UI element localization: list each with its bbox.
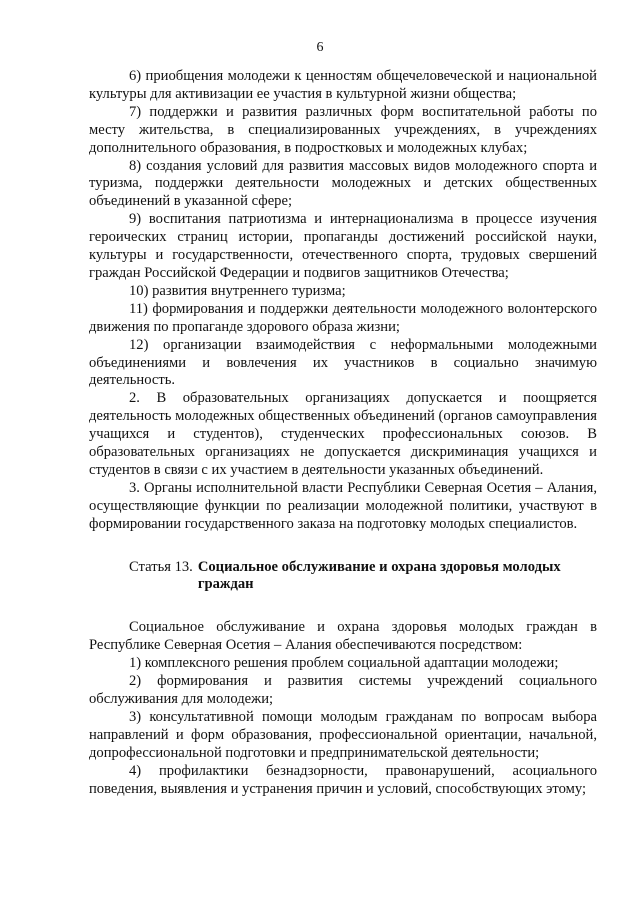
list-item: 2) формирования и развития системы учреждений социального обслуживания для молодежи; (89, 673, 597, 707)
list-item: 10) развития внутреннего туризма; (129, 282, 346, 299)
article-label: Статья 13. (129, 558, 193, 575)
list-item: 6) приобщения молодежи к ценностям общечеловеческой и национальной культуры для активизации ее участия в культурной жизни общества; (89, 68, 597, 102)
paragraph: 2. В образовательных организациях допускается и поощряется деятельность молодежных общественных объединений (органов самоуправления учащихся и студентов), студенческих профессиональных союзов. В образовательных организациях не допускается дискриминация учащихся и студентов в связи с их участием в деятельности указанных объединений. (89, 390, 597, 478)
list-item: 3) консультативной помощи молодым гражданам по вопросам выбора направлений и форм образования, профессиональной ориентации, начальной, допрофессиональной подготовки и предпринимательской деятельности; (89, 708, 597, 761)
list-item: 4) профилактики безнадзорности, правонарушений, асоциального поведения, выявления и устранения причин и условий, способствующих этому; (89, 762, 597, 797)
list-item: 11) формирования и поддержки деятельности молодежного волонтерского движения по пропаганде здорового образа жизни; (89, 300, 597, 335)
list-item: 12) организации взаимодействия с неформальными молодежными объединениями и вовлечения их участников в социально значимую деятельность. (89, 336, 597, 389)
article-title: Социальное обслуживание и охрана здоровья молодых граждан (197, 558, 561, 593)
list-item: 1) комплексного решения проблем социальной адаптации молодежи; (129, 655, 559, 672)
list-item: 9) воспитания патриотизма и интернационализма в процессе изучения героических страниц истории, пропаганды достижений российской науки, культуры и государственности, отечественного спорта, трудовых свершений граждан Российской Федерации и подвигов защитников Отечества; (89, 211, 597, 281)
article-heading (89, 559, 597, 595)
paragraph: Социальное обслуживание и охрана здоровья молодых граждан в Республике Северная Осетия – Алания обеспечиваются посредством: (89, 619, 597, 654)
page-number: 6 (316, 40, 324, 55)
list-item: 8) создания условий для развития массовых видов молодежного спорта и туризма, поддержки деятельности молодежных и детских общественных объединений в указанной сфере; (89, 157, 597, 210)
document-body (89, 68, 597, 798)
list-item: 7) поддержки и развития различных форм воспитательной работы по месту жительства, в специализированных учреждениях, в учреждениях дополнительного образования, в подростковых и молодежных клубах; (89, 103, 597, 156)
paragraph: 3. Органы исполнительной власти Республики Северная Осетия – Алания, осуществляющие функции по реализации молодежной политики, участвуют в формировании государственного заказа на подготовку молодых специалистов. (89, 479, 597, 532)
